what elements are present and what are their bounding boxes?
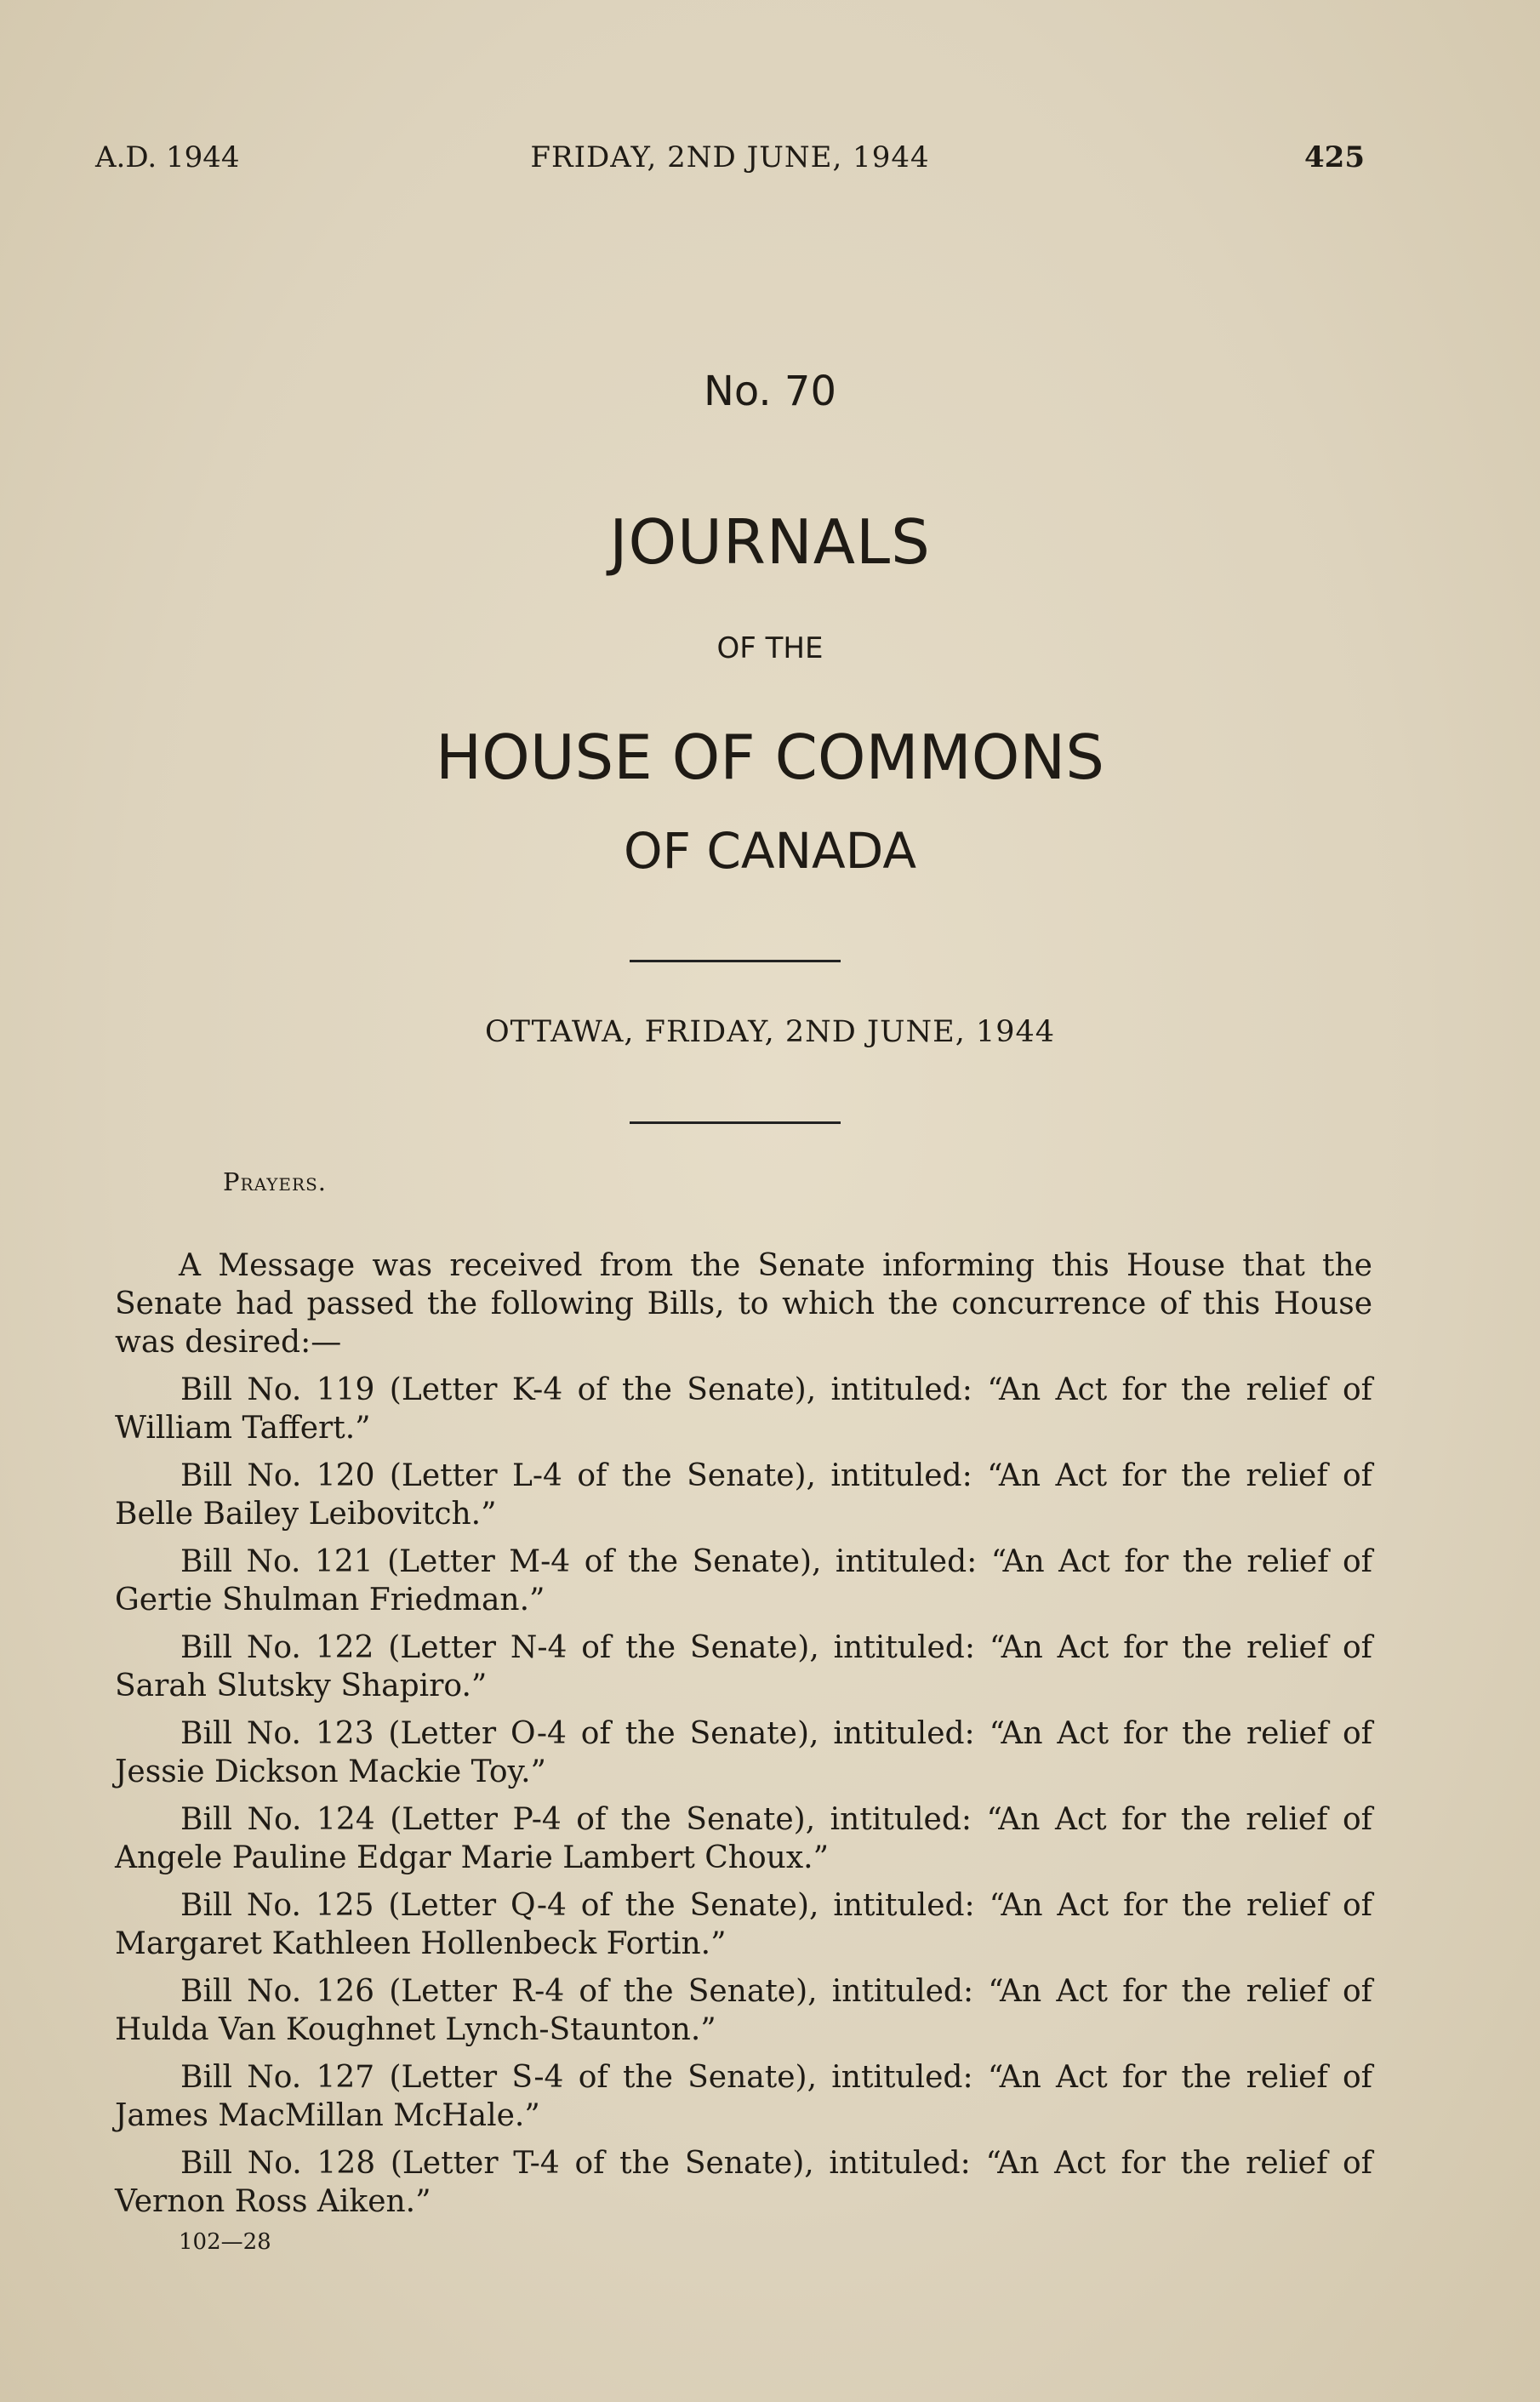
bill-entry: Bill No. 119 (Letter K-4 of the Senate), intituled: “An Act for the relief of William Taffert.” [115,1372,1372,1446]
bill-entry: Bill No. 127 (Letter S-4 of the Senate), intituled: “An Act for the relief of James MacMillan McHale.” [115,2060,1372,2133]
header-year: A.D. 1944 [95,140,240,174]
bill-entry: Bill No. 123 (Letter O-4 of the Senate), intituled: “An Act for the relief of Jessie Dickson Mackie Toy.” [115,1716,1372,1789]
bill-entry: Bill No. 121 (Letter M-4 of the Senate), intituled: “An Act for the relief of Gertie Shulman Friedman.” [115,1544,1372,1617]
bill-entry: Bill No. 128 (Letter T-4 of the Senate), intituled: “An Act for the relief of Vernon Ross Aiken.” [115,2146,1372,2219]
bill-entry: Bill No. 122 (Letter N-4 of the Senate), intituled: “An Act for the relief of Sarah Slutsky Shapiro.” [115,1630,1372,1703]
dateline: OTTAWA, FRIDAY, 2ND JUNE, 1944 [484,1015,1056,1049]
divider-rule [630,1121,841,1124]
journals-title: JOURNALS [609,506,931,578]
divider-rule [630,960,841,962]
header-date: FRIDAY, 2ND JUNE, 1944 [530,140,930,174]
bill-entry: Bill No. 126 (Letter R-4 of the Senate), intituled: “An Act for the relief of Hulda Van Koughnet Lynch-Staunton.” [115,1974,1372,2047]
journal-body [115,1247,1372,2221]
of-the-line: OF THE [716,631,824,665]
bill-entry: Bill No. 120 (Letter L-4 of the Senate), intituled: “An Act for the relief of Belle Bailey Leibovitch.” [115,1458,1372,1532]
bill-entry: Bill No. 124 (Letter P-4 of the Senate), intituled: “An Act for the relief of Angele Pauline Edgar Marie Lambert Choux.” [115,1802,1372,1875]
printer-signature: 102—28 [179,2229,271,2255]
prayers-heading: Prayers. [223,1167,327,1196]
senate-message-paragraph: A Message was received from the Senate informing this House that the Senate had passed the following Bills, to which the concurrence of this House was desired:— [115,1248,1372,1360]
journal-number: No. 70 [703,368,837,415]
running-header [95,140,1365,191]
house-of-commons-title: HOUSE OF COMMONS [436,722,1104,793]
of-canada-title: OF CANADA [623,822,916,880]
page-number: 425 [1304,140,1365,174]
bill-entry: Bill No. 125 (Letter Q-4 of the Senate), intituled: “An Act for the relief of Margaret Kathleen Hollenbeck Fortin.” [115,1888,1372,1961]
